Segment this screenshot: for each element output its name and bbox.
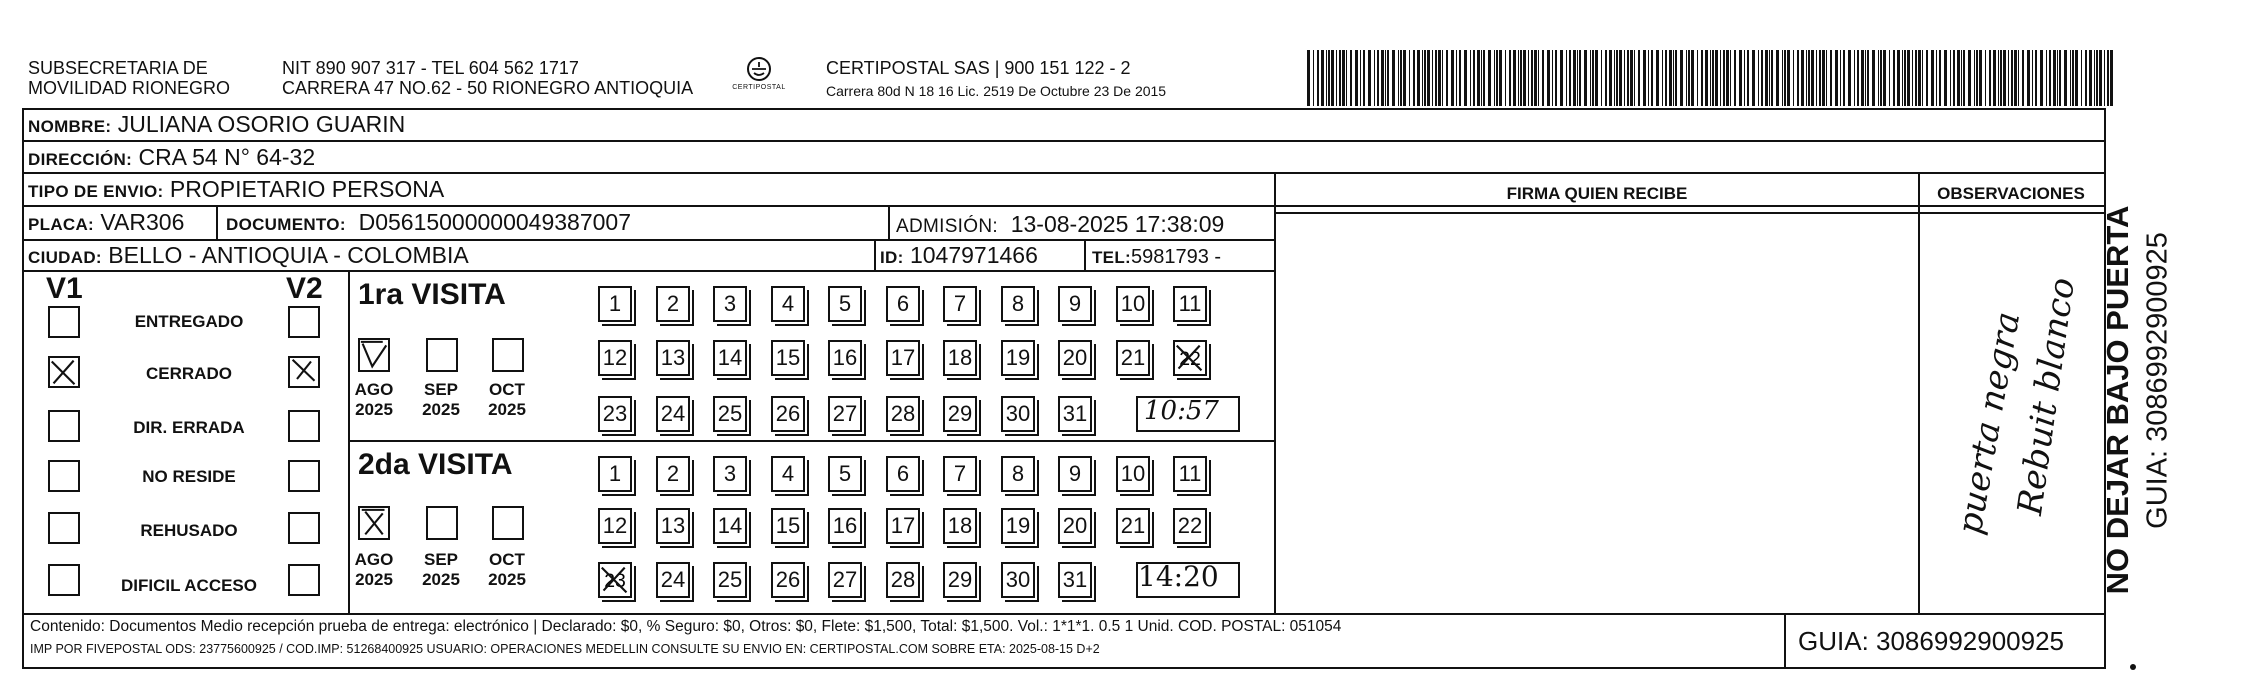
status-label-dificil-acceso: DIFICIL ACCESO — [120, 576, 257, 595]
tel-value: 5981793 - — [1130, 246, 1222, 268]
visit1-day-4[interactable]: 4 — [771, 286, 805, 322]
sender-address: CARRERA 47 NO.62 - 50 RIONEGRO ANTIOQUIA — [282, 78, 694, 98]
visit2-day-11[interactable]: 11 — [1173, 456, 1207, 492]
v2-checkbox-rehusado[interactable] — [288, 512, 320, 544]
visit1-month-oct: OCT 2025 — [488, 380, 526, 419]
svg-text:22: 22 — [1179, 348, 1201, 371]
v2-checkbox-entregado[interactable] — [288, 306, 320, 338]
visit1-day-27[interactable]: 27 — [828, 396, 862, 432]
visit2-day-19[interactable]: 19 — [1001, 508, 1035, 544]
visit1-day-9[interactable]: 9 — [1058, 286, 1092, 322]
visit1-day-17[interactable]: 17 — [886, 340, 920, 376]
visit1-day-5[interactable]: 5 — [828, 286, 862, 322]
sender-entity-line1: SUBSECRETARIA DE — [28, 58, 208, 78]
visit1-day-22[interactable] — [1173, 340, 1207, 376]
footer-print-info: IMP POR FIVEPOSTAL ODS: 23775600925 / COD.IMP: 51268400925 USUARIO: OPERACIONES MEDELLIN CONSULTE SU ENVIO EN: CERTIPOSTAL.COM SOBRE ETA: 2025-08-15 D+2 — [30, 642, 1100, 656]
visit2-day-9[interactable]: 9 — [1058, 456, 1092, 492]
v2-checkbox-no-reside[interactable] — [288, 460, 320, 492]
footer-guide: GUIA: 3086992900925 — [1798, 626, 2064, 656]
visit2-day-17[interactable]: 17 — [886, 508, 920, 544]
visit2-month-checkbox-sep[interactable] — [426, 506, 458, 540]
visit2-day-12[interactable]: 12 — [598, 508, 632, 544]
visit1-day-20[interactable]: 20 — [1058, 340, 1092, 376]
visit1-day-18[interactable]: 18 — [943, 340, 977, 376]
visit2-handwritten-time: 14:20 — [1138, 560, 1219, 593]
visit2-day-8[interactable]: 8 — [1001, 456, 1035, 492]
signature-column-header: FIRMA QUIEN RECIBE — [1506, 184, 1688, 203]
visit2-day-28[interactable]: 28 — [886, 562, 920, 598]
id-label: ID: — [880, 248, 904, 267]
shipment-type-value: PROPIETARIO PERSONA — [169, 176, 445, 202]
visit2-month-checkbox-ago[interactable] — [358, 506, 390, 540]
v2-checkbox-dir-errada[interactable] — [288, 410, 320, 442]
visit1-title: 1ra VISITA — [358, 278, 506, 311]
visit1-day-7[interactable]: 7 — [943, 286, 977, 322]
check-mark-icon — [360, 508, 388, 538]
barcode — [1307, 50, 2115, 106]
status-label-no-reside: NO RESIDE — [142, 467, 236, 486]
tel-label: TEL: — [1092, 248, 1131, 267]
visit2-day-22[interactable]: 22 — [1173, 508, 1207, 544]
visit1-day-24[interactable]: 24 — [656, 396, 690, 432]
v2-checkbox-cerrado[interactable] — [288, 356, 320, 388]
check-mark-icon — [290, 358, 318, 386]
visit2-day-13[interactable]: 13 — [656, 508, 690, 544]
status-label-entregado: ENTREGADO — [134, 312, 244, 331]
footer-contents: Contenido: Documentos Medio recepción prueba de entrega: electrónico | Declarado: $0, % Seguro: $0, Otros: $0, Flete: $1,500, Total: $1,500. Vol.: 1*1*1. 0.5 1 Unid. COD. POSTAL: 051054 — [30, 618, 1342, 635]
document-field — [226, 208, 631, 239]
admission-label: ADMISIÓN: — [896, 216, 998, 237]
visit1-month-ago: AGO 2025 — [354, 380, 394, 419]
visit1-day-8[interactable]: 8 — [1001, 286, 1035, 322]
visit1-day-19[interactable]: 19 — [1001, 340, 1035, 376]
visit1-day-1[interactable]: 1 — [598, 286, 632, 322]
visit1-day-16[interactable]: 16 — [828, 340, 862, 376]
visit2-day-23[interactable] — [598, 562, 632, 598]
name-field — [28, 110, 405, 141]
visit2-day-6[interactable]: 6 — [886, 456, 920, 492]
visit1-day-10[interactable]: 10 — [1116, 286, 1150, 322]
v2-label: V2 — [286, 272, 323, 305]
visit1-day-26[interactable]: 26 — [771, 396, 805, 432]
observation-handwritten-line1: puerta negra — [1949, 308, 2029, 538]
check-mark-icon — [1175, 342, 1205, 374]
certipostal-logo-text: CERTIPOSTAL — [732, 84, 786, 91]
visit2-title: 2da VISITA — [358, 448, 513, 481]
shipment-type-label: TIPO DE ENVIO: — [28, 182, 164, 201]
dot-mark — [2130, 664, 2136, 670]
status-label-dir-errada: DIR. ERRADA — [133, 418, 245, 437]
visit2-day-3[interactable]: 3 — [713, 456, 747, 492]
check-mark-icon — [600, 564, 630, 596]
v1-checkbox-rehusado[interactable] — [48, 512, 80, 544]
observations-area — [1922, 216, 2100, 611]
visit1-day-15[interactable]: 15 — [771, 340, 805, 376]
visit2-day-27[interactable]: 27 — [828, 562, 862, 598]
document-value: D05615000000049387007 — [358, 209, 632, 235]
visit2-day-5[interactable]: 5 — [828, 456, 862, 492]
status-label-cerrado: CERRADO — [146, 364, 232, 383]
status-label-rehusado: REHUSADO — [140, 521, 238, 540]
certipostal-logo — [728, 56, 790, 98]
visit2-day-24[interactable]: 24 — [656, 562, 690, 598]
visit2-day-16[interactable]: 16 — [828, 508, 862, 544]
visit2-month-oct: OCT 2025 — [488, 550, 526, 589]
svg-text:23: 23 — [604, 570, 626, 593]
visit1-day-29[interactable]: 29 — [943, 396, 977, 432]
visit1-day-14[interactable]: 14 — [713, 340, 747, 376]
address-label: DIRECCIÓN: — [28, 150, 133, 169]
document-label: DOCUMENTO: — [226, 215, 346, 234]
visit1-day-12[interactable]: 12 — [598, 340, 632, 376]
visit2-day-20[interactable]: 20 — [1058, 508, 1092, 544]
courier-license: Carrera 80d N 18 16 Lic. 2519 De Octubre 23 De 2015 — [826, 83, 1167, 99]
visit1-day-25[interactable]: 25 — [713, 396, 747, 432]
visit2-day-15[interactable]: 15 — [771, 508, 805, 544]
city-value: BELLO - ANTIOQUIA - COLOMBIA — [108, 242, 469, 268]
visit1-month-sep: SEP 2025 — [422, 380, 460, 419]
v1-label: V1 — [46, 272, 83, 305]
id-field — [880, 241, 1038, 272]
v1-checkbox-cerrado[interactable] — [48, 356, 80, 388]
visit2-day-4[interactable]: 4 — [771, 456, 805, 492]
name-value: JULIANA OSORIO GUARIN — [117, 111, 406, 137]
shipment-type-field — [28, 175, 444, 206]
visit2-month-ago: AGO 2025 — [354, 550, 394, 589]
visit2-day-7[interactable]: 7 — [943, 456, 977, 492]
address-field — [28, 143, 315, 174]
visit2-month-sep: SEP 2025 — [422, 550, 460, 589]
visit1-day-31[interactable]: 31 — [1058, 396, 1092, 432]
visit2-day-14[interactable]: 14 — [713, 508, 747, 544]
sender-nit: NIT 890 907 317 - TEL 604 562 1717 — [282, 58, 579, 78]
check-mark-icon — [50, 358, 78, 386]
visit1-day-23[interactable]: 23 — [598, 396, 632, 432]
address-value: CRA 54 N° 64-32 — [138, 144, 316, 170]
visit1-month-checkbox-ago[interactable] — [358, 338, 390, 372]
visit1-day-30[interactable]: 30 — [1001, 396, 1035, 432]
v1-checkbox-dificil-acceso[interactable] — [48, 564, 80, 596]
visit2-day-18[interactable]: 18 — [943, 508, 977, 544]
visit1-handwritten-time: 10:57 — [1144, 396, 1219, 426]
observation-handwritten-line2: Rebuit blanco — [2010, 275, 2083, 518]
visit2-day-21[interactable]: 21 — [1116, 508, 1150, 544]
courier-info — [826, 58, 1166, 100]
side-guide: GUIA: 3086992900925 — [2141, 232, 2174, 529]
visit1-day-2[interactable]: 2 — [656, 286, 690, 322]
visit1-day-21[interactable]: 21 — [1116, 340, 1150, 376]
visit1-day-13[interactable]: 13 — [656, 340, 690, 376]
plate-field — [28, 208, 184, 239]
v1-checkbox-dir-errada[interactable] — [48, 410, 80, 442]
observations-column-header: OBSERVACIONES — [1937, 184, 2085, 203]
visit2-day-25[interactable]: 25 — [713, 562, 747, 598]
v2-checkbox-dificil-acceso[interactable] — [288, 564, 320, 596]
admission-field — [896, 210, 1224, 241]
admission-value: 13-08-2025 17:38:09 — [1010, 211, 1225, 237]
plate-label: PLACA: — [28, 215, 95, 234]
visit2-day-26[interactable]: 26 — [771, 562, 805, 598]
tel-field — [1092, 243, 1221, 272]
v1-checkbox-no-reside[interactable] — [48, 460, 80, 492]
sender-contact — [282, 58, 693, 98]
visit1-day-6[interactable]: 6 — [886, 286, 920, 322]
city-label: CIUDAD: — [28, 248, 102, 267]
check-mark-icon — [360, 340, 388, 370]
v1-checkbox-entregado[interactable] — [48, 306, 80, 338]
name-label: NOMBRE: — [28, 117, 112, 136]
id-value: 1047971466 — [909, 242, 1038, 268]
sender-entity-line2: MOVILIDAD RIONEGRO — [28, 78, 231, 98]
visit2-day-31[interactable]: 31 — [1058, 562, 1092, 598]
courier-name: CERTIPOSTAL SAS | 900 151 122 - 2 — [826, 58, 1131, 78]
visit2-day-1[interactable]: 1 — [598, 456, 632, 492]
visit2-day-2[interactable]: 2 — [656, 456, 690, 492]
visit1-day-3[interactable]: 3 — [713, 286, 747, 322]
signature-area[interactable] — [1278, 216, 1916, 611]
plate-value: VAR306 — [100, 209, 185, 235]
visit2-day-30[interactable]: 30 — [1001, 562, 1035, 598]
visit2-day-29[interactable]: 29 — [943, 562, 977, 598]
sender-entity — [28, 58, 230, 98]
visit1-month-checkbox-sep[interactable] — [426, 338, 458, 372]
visit1-day-11[interactable]: 11 — [1173, 286, 1207, 322]
side-warning: NO DEJAR BAJO PUERTA — [2100, 205, 2135, 595]
visit1-month-checkbox-oct[interactable] — [492, 338, 524, 372]
visit1-day-28[interactable]: 28 — [886, 396, 920, 432]
visit2-day-10[interactable]: 10 — [1116, 456, 1150, 492]
city-field — [28, 241, 469, 272]
visit2-month-checkbox-oct[interactable] — [492, 506, 524, 540]
